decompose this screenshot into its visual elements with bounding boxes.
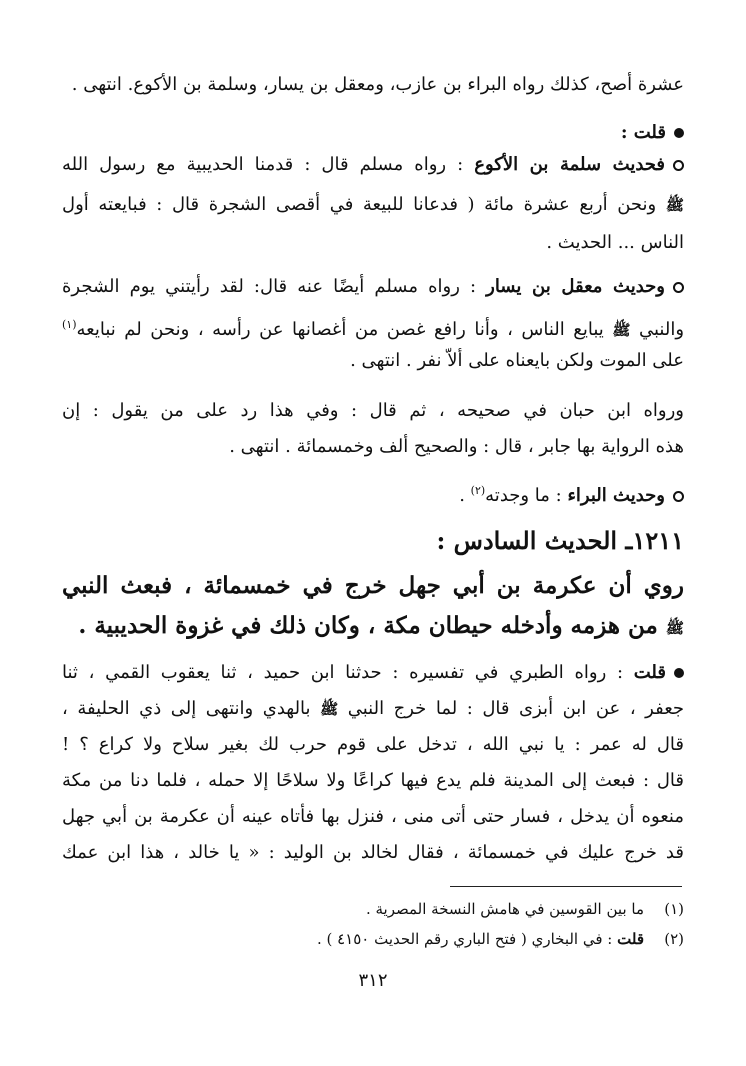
footnote-number: (١) xyxy=(664,900,684,918)
text-line: قال : فبعث إلى المدينة فلم يدع فيها كراعًا ولا سلاحًا إلا حمله ، فلما دنا من مكة xyxy=(62,770,684,791)
footnote-mark: (١) xyxy=(62,318,77,331)
text-line: هذه الرواية بها جابر ، قال : والصحيح ألف وخمسمائة . انتهى . xyxy=(229,436,684,457)
text-line: جعفر ، عن ابن أبزى قال : لما خرج النبي ﷺ بالهدي وانتهى إلى ذي الحليفة ، xyxy=(62,698,684,719)
bullet-dot-icon xyxy=(674,128,684,138)
bullet-ring-icon xyxy=(673,491,684,502)
pbuh-glyph: ﷺ xyxy=(320,700,339,718)
text-line: والنبي ﷺ يبايع الناس ، وأنا رافع غصن من أغصانها عن رأسه ، ونحن لم نبايعه$^{(١)}$ xyxy=(62,318,684,340)
text-line: الناس ... الحديث . xyxy=(546,232,684,253)
text-line: ورواه ابن حبان في صحيحه ، ثم قال : وفي هذا رد على من يقول : إن xyxy=(62,400,684,421)
pbuh-glyph: ﷺ xyxy=(665,619,684,637)
qult-label: قلت xyxy=(633,662,666,683)
footnote-number: (٢) xyxy=(664,930,684,948)
footnote: (١)ما بين القوسين في هامش النسخة المصرية . xyxy=(62,896,684,922)
bullet-dot-icon xyxy=(674,668,684,678)
text-line: فحديث سلمة بن الأكوع : رواه مسلم قال : قدمنا الحديبية مع رسول الله xyxy=(62,150,684,180)
hadith-text: ﷺ من هزمه وأدخله حيطان مكة ، وكان ذلك في غزوة الحديبية . xyxy=(78,612,684,639)
footnote: (٢)قلت : في البخاري ( فتح الباري رقم الحديث ٤١٥٠ ) . xyxy=(62,926,684,952)
text-line: قلت : رواه الطبري في تفسيره : حدثنا ابن حميد ، ثنا يعقوب القمي ، ثنا xyxy=(62,658,684,688)
page-number: ٣١٢ xyxy=(358,970,388,991)
bullet-ring-icon xyxy=(673,160,684,171)
section-lead: فحديث سلمة بن الأكوع xyxy=(474,154,666,175)
text-line: وحديث البراء : ما وجدته$^{(٢)}$ . xyxy=(62,476,684,511)
qult-label: قلت : xyxy=(62,118,684,148)
text-line: قال له عمر : يا نبي الله ، تدخل على قوم حرب لك بغير سلاح ولا كراع ؟ ! xyxy=(62,734,684,755)
text-line: على الموت ولكن بايعناه على ألاّ نفر . انتهى . xyxy=(350,350,684,371)
hadith-heading: ١٢١١ـ الحديث السادس : xyxy=(436,526,684,555)
section-lead: وحديث معقل بن يسار xyxy=(486,276,665,297)
text-line: منعوه أن يدخل ، فسار حتى أتى منى ، فنزل بها فأتاه عينه أن عكرمة بن أبي جهل xyxy=(62,806,684,827)
text-line: عشرة أصح، كذلك رواه البراء بن عازب، ومعقل بن يسار، وسلمة بن الأكوع. انتهى . xyxy=(71,74,684,95)
text-line: قد خرج عليك في خمسمائة ، فقال لخالد بن الوليد : « يا خالد ، هذا ابن عمك xyxy=(62,842,684,863)
section-lead: وحديث البراء xyxy=(567,485,665,506)
bullet-ring-icon xyxy=(673,282,684,293)
pbuh-glyph: ﷺ xyxy=(665,196,684,214)
footnote-divider xyxy=(450,886,682,887)
text-line: وحديث معقل بن يسار : رواه مسلم أيضًا عنه قال: لقد رأيتني يوم الشجرة xyxy=(62,272,684,302)
pbuh-glyph: ﷺ xyxy=(612,321,631,339)
hadith-text: روي أن عكرمة بن أبي جهل خرج في خمسمائة ، فبعث النبي xyxy=(62,572,684,599)
footnote-mark: (٢) xyxy=(470,484,486,497)
text-line: ﷺ ونحن أربع عشرة مائة ( فدعانا للبيعة في أقصى الشجرة قال : فبايعته أول xyxy=(62,194,684,215)
